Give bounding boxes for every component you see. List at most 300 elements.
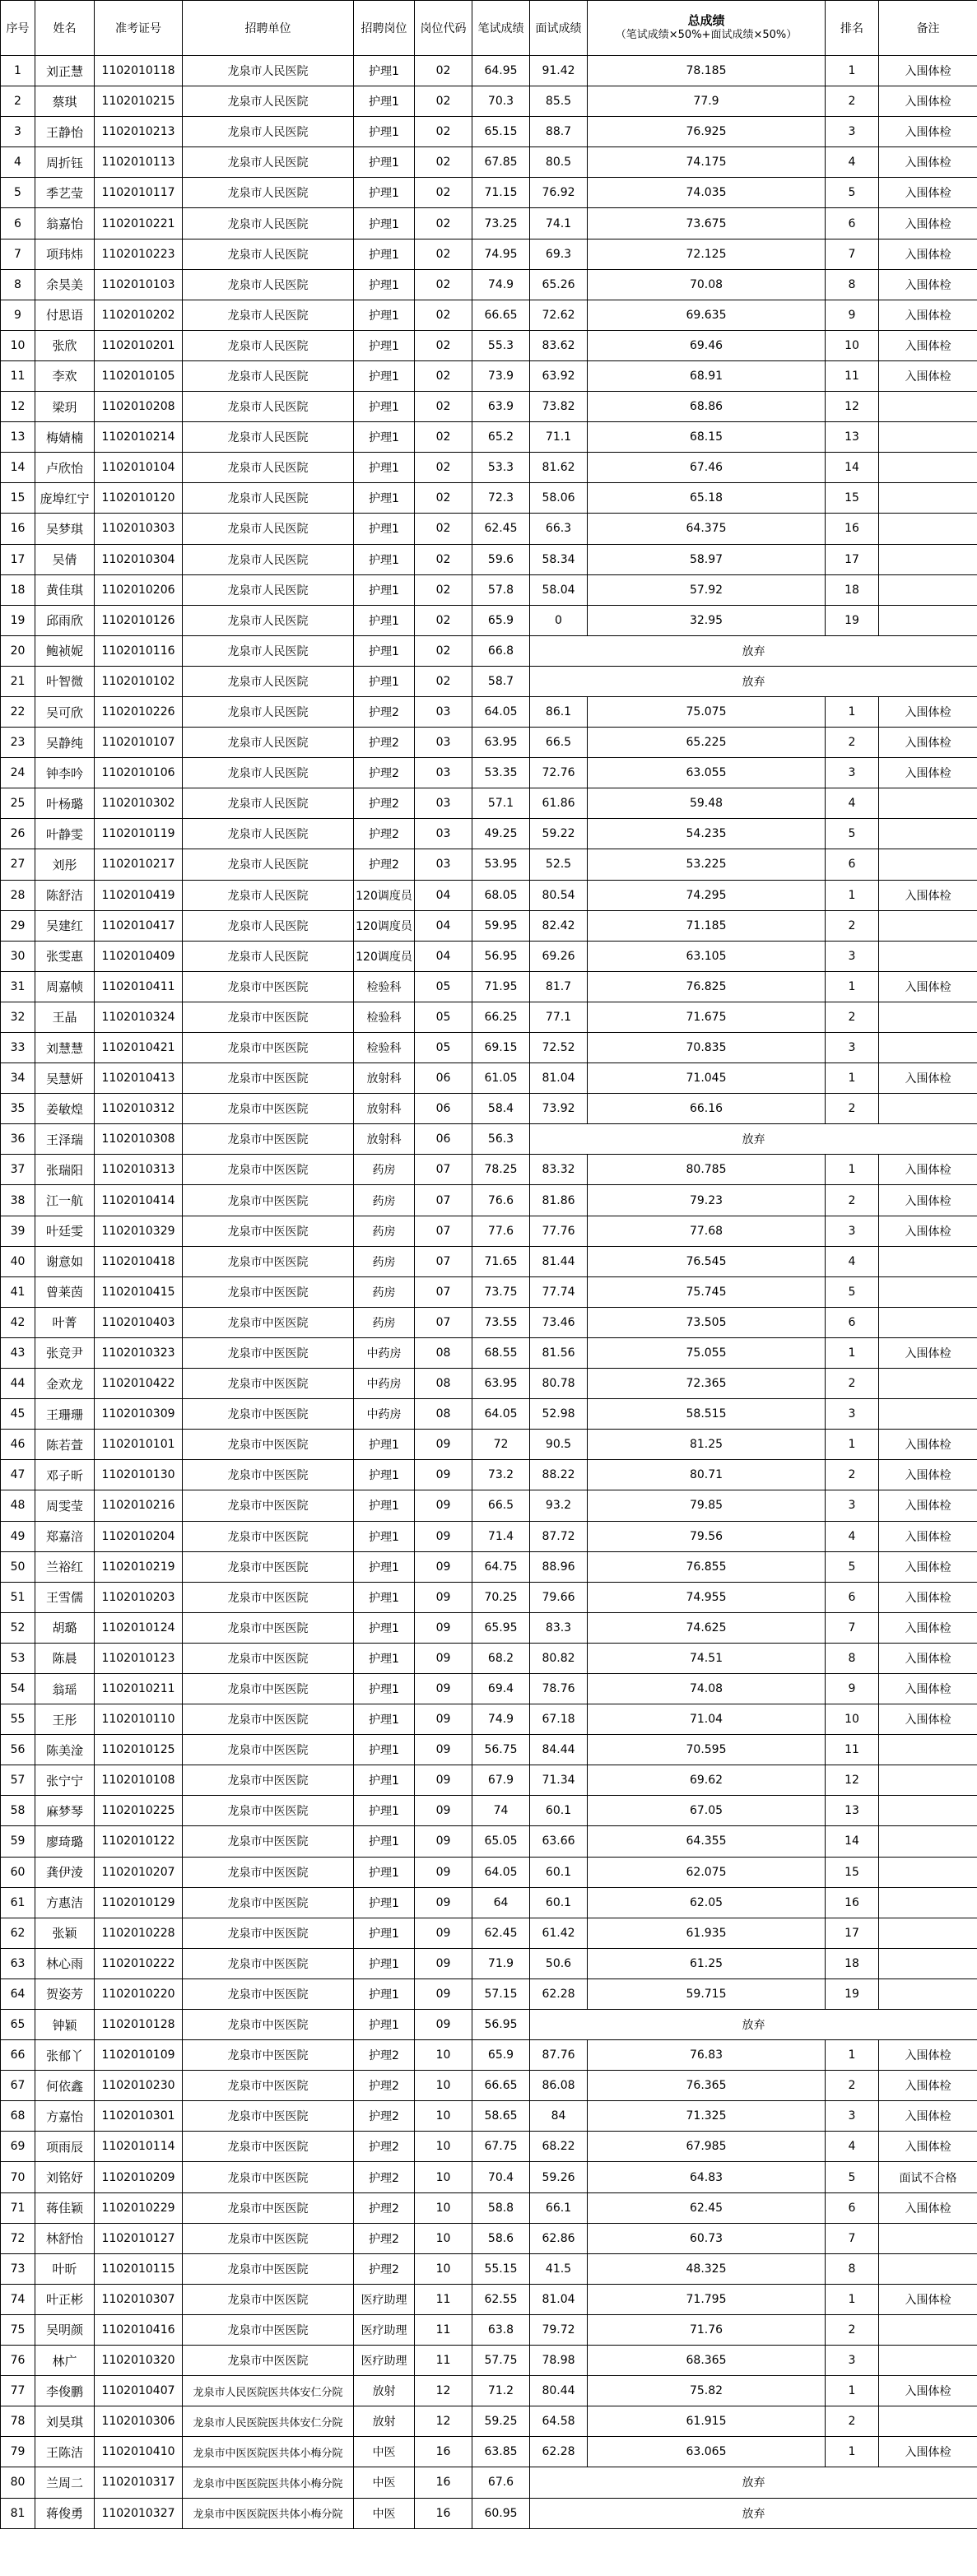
unit-cell: 龙泉市中医医院 <box>183 1643 354 1673</box>
remark-cell: 入围体检 <box>879 1460 977 1490</box>
interview-cell: 74.1 <box>530 208 588 239</box>
table-row <box>1 1276 977 1307</box>
code-cell: 09 <box>415 1673 472 1704</box>
seq-cell: 59 <box>1 1826 35 1857</box>
table-row <box>1 1216 977 1246</box>
remark-cell: 入围体检 <box>879 1704 977 1735</box>
ticket-cell: 1102010115 <box>95 2253 183 2284</box>
unit-cell: 龙泉市人民医院 <box>183 666 354 696</box>
ticket-cell: 1102010307 <box>95 2284 183 2314</box>
abandon-cell: 放弃 <box>530 2010 977 2040</box>
name-cell: 周折钰 <box>35 147 95 178</box>
name-cell: 王静怡 <box>35 117 95 147</box>
table-row <box>1 208 977 239</box>
seq-cell: 50 <box>1 1551 35 1582</box>
rank-cell: 2 <box>826 1094 879 1124</box>
interview-cell: 73.46 <box>530 1307 588 1337</box>
total-cell: 71.76 <box>588 2314 826 2345</box>
post-cell: 护理2 <box>354 849 415 880</box>
unit-cell: 龙泉市人民医院 <box>183 758 354 788</box>
table-row <box>1 728 977 758</box>
table-row <box>1 819 977 849</box>
total-cell: 77.9 <box>588 86 826 117</box>
post-cell: 中医 <box>354 2498 415 2528</box>
unit-cell: 龙泉市中医医院 <box>183 1307 354 1337</box>
seq-cell: 56 <box>1 1735 35 1765</box>
written-cell: 73.2 <box>472 1460 530 1490</box>
unit-cell: 龙泉市中医医院 <box>183 2132 354 2162</box>
ticket-cell: 1102010209 <box>95 2162 183 2192</box>
total-cell: 48.325 <box>588 2253 826 2284</box>
interview-cell: 84.44 <box>530 1735 588 1765</box>
code-cell: 09 <box>415 1490 472 1521</box>
table-row <box>1 1643 977 1673</box>
rank-cell: 18 <box>826 574 879 605</box>
rank-cell: 9 <box>826 1673 879 1704</box>
interview-cell: 90.5 <box>530 1430 588 1460</box>
ticket-cell: 1102010211 <box>95 1673 183 1704</box>
ticket-cell: 1102010225 <box>95 1796 183 1826</box>
unit-cell: 龙泉市中医医院医共体小梅分院 <box>183 2437 354 2467</box>
total-cell: 71.185 <box>588 910 826 941</box>
rank-cell: 2 <box>826 1460 879 1490</box>
post-cell: 护理1 <box>354 1978 415 2009</box>
total-cell: 69.635 <box>588 300 826 330</box>
code-cell: 09 <box>415 1643 472 1673</box>
post-cell: 中医 <box>354 2467 415 2498</box>
table-row <box>1 1307 977 1337</box>
post-cell: 药房 <box>354 1276 415 1307</box>
total-cell: 59.48 <box>588 788 826 819</box>
written-cell: 69.4 <box>472 1673 530 1704</box>
remark-cell <box>879 1948 977 1978</box>
written-cell: 65.15 <box>472 117 530 147</box>
header-name: 姓名 <box>35 1 95 56</box>
remark-cell: 入围体检 <box>879 360 977 391</box>
code-cell: 10 <box>415 2040 472 2071</box>
written-cell: 73.25 <box>472 208 530 239</box>
remark-cell: 入围体检 <box>879 1185 977 1216</box>
post-cell: 药房 <box>354 1246 415 1276</box>
total-cell: 75.055 <box>588 1337 826 1368</box>
post-cell: 护理2 <box>354 2040 415 2071</box>
seq-cell: 23 <box>1 728 35 758</box>
total-cell: 69.46 <box>588 330 826 360</box>
seq-cell: 46 <box>1 1430 35 1460</box>
rank-cell: 12 <box>826 392 879 422</box>
table-row <box>1 1063 977 1094</box>
table-row <box>1 1185 977 1216</box>
unit-cell: 龙泉市中医医院 <box>183 1735 354 1765</box>
unit-cell: 龙泉市人民医院 <box>183 86 354 117</box>
ticket-cell: 1102010419 <box>95 880 183 910</box>
unit-cell: 龙泉市中医医院 <box>183 2346 354 2376</box>
unit-cell: 龙泉市人民医院 <box>183 635 354 666</box>
code-cell: 03 <box>415 696 472 727</box>
unit-cell: 龙泉市中医医院 <box>183 971 354 1002</box>
written-cell: 63.95 <box>472 728 530 758</box>
remark-cell <box>879 453 977 483</box>
table-row <box>1 2253 977 2284</box>
ticket-cell: 1102010228 <box>95 1918 183 1948</box>
written-cell: 64 <box>472 1887 530 1918</box>
rank-cell: 5 <box>826 819 879 849</box>
seq-cell: 27 <box>1 849 35 880</box>
total-cell: 61.25 <box>588 1948 826 1978</box>
written-cell: 62.45 <box>472 1918 530 1948</box>
seq-cell: 28 <box>1 880 35 910</box>
unit-cell: 龙泉市人民医院 <box>183 788 354 819</box>
ticket-cell: 1102010203 <box>95 1582 183 1612</box>
seq-cell: 37 <box>1 1155 35 1185</box>
remark-cell <box>879 1094 977 1124</box>
post-cell: 药房 <box>354 1307 415 1337</box>
remark-cell <box>879 1033 977 1063</box>
name-cell: 季艺莹 <box>35 178 95 208</box>
ticket-cell: 1102010229 <box>95 2192 183 2223</box>
seq-cell: 15 <box>1 483 35 514</box>
name-cell: 邱雨欣 <box>35 605 95 635</box>
seq-cell: 70 <box>1 2162 35 2192</box>
written-cell: 57.1 <box>472 788 530 819</box>
code-cell: 05 <box>415 971 472 1002</box>
unit-cell: 龙泉市中医医院 <box>183 2040 354 2071</box>
header-total-formula: （笔试成绩×50%+面试成绩×50%） <box>615 29 798 41</box>
remark-cell: 入围体检 <box>879 1582 977 1612</box>
table-row <box>1 849 977 880</box>
interview-cell: 60.1 <box>530 1887 588 1918</box>
interview-cell: 80.5 <box>530 147 588 178</box>
name-cell: 周雯莹 <box>35 1490 95 1521</box>
unit-cell: 龙泉市人民医院 <box>183 696 354 727</box>
interview-cell: 76.92 <box>530 178 588 208</box>
rank-cell: 6 <box>826 2192 879 2223</box>
code-cell: 11 <box>415 2314 472 2345</box>
ticket-cell: 1102010320 <box>95 2346 183 2376</box>
interview-cell: 72.52 <box>530 1033 588 1063</box>
written-cell: 68.05 <box>472 880 530 910</box>
code-cell: 09 <box>415 1612 472 1643</box>
remark-cell: 入围体检 <box>879 1430 977 1460</box>
post-cell: 护理1 <box>354 360 415 391</box>
seq-cell: 68 <box>1 2101 35 2132</box>
table-row <box>1 788 977 819</box>
code-cell: 02 <box>415 514 472 544</box>
total-cell: 76.545 <box>588 1246 826 1276</box>
code-cell: 09 <box>415 1796 472 1826</box>
seq-cell: 26 <box>1 819 35 849</box>
code-cell: 06 <box>415 1063 472 1094</box>
ticket-cell: 1102010411 <box>95 971 183 1002</box>
remark-cell <box>879 910 977 941</box>
code-cell: 02 <box>415 300 472 330</box>
abandon-cell: 放弃 <box>530 1124 977 1155</box>
unit-cell: 龙泉市中医医院 <box>183 1430 354 1460</box>
code-cell: 12 <box>415 2406 472 2437</box>
rank-cell: 1 <box>826 2040 879 2071</box>
rank-cell: 2 <box>826 910 879 941</box>
unit-cell: 龙泉市中医医院 <box>183 1918 354 1948</box>
rank-cell: 6 <box>826 208 879 239</box>
post-cell: 护理1 <box>354 2010 415 2040</box>
interview-cell: 82.42 <box>530 910 588 941</box>
ticket-cell: 1102010126 <box>95 605 183 635</box>
unit-cell: 龙泉市中医医院 <box>183 1063 354 1094</box>
seq-cell: 78 <box>1 2406 35 2437</box>
seq-cell: 64 <box>1 1978 35 2009</box>
table-row <box>1 880 977 910</box>
interview-cell: 60.1 <box>530 1796 588 1826</box>
code-cell: 10 <box>415 2132 472 2162</box>
rank-cell: 8 <box>826 269 879 300</box>
code-cell: 09 <box>415 1948 472 1978</box>
ticket-cell: 1102010323 <box>95 1337 183 1368</box>
seq-cell: 54 <box>1 1673 35 1704</box>
seq-cell: 74 <box>1 2284 35 2314</box>
ticket-cell: 1102010201 <box>95 330 183 360</box>
interview-cell: 63.92 <box>530 360 588 391</box>
ticket-cell: 1102010309 <box>95 1399 183 1430</box>
name-cell: 吴明颜 <box>35 2314 95 2345</box>
post-cell: 护理2 <box>354 2162 415 2192</box>
unit-cell: 龙泉市人民医院医共体安仁分院 <box>183 2376 354 2406</box>
total-cell: 70.835 <box>588 1033 826 1063</box>
unit-cell: 龙泉市中医医院 <box>183 1033 354 1063</box>
post-cell: 护理2 <box>354 2223 415 2253</box>
name-cell: 陈美淦 <box>35 1735 95 1765</box>
interview-cell: 62.86 <box>530 2223 588 2253</box>
table-row <box>1 269 977 300</box>
unit-cell: 龙泉市中医医院 <box>183 2192 354 2223</box>
ticket-cell: 1102010308 <box>95 1124 183 1155</box>
total-cell: 53.225 <box>588 849 826 880</box>
post-cell: 检验科 <box>354 1033 415 1063</box>
written-cell: 59.6 <box>472 544 530 574</box>
post-cell: 放射科 <box>354 1094 415 1124</box>
name-cell: 陈若萱 <box>35 1430 95 1460</box>
header-written: 笔试成绩 <box>472 1 530 56</box>
rank-cell: 5 <box>826 2162 879 2192</box>
seq-cell: 34 <box>1 1063 35 1094</box>
interview-cell: 78.98 <box>530 2346 588 2376</box>
total-cell: 71.795 <box>588 2284 826 2314</box>
name-cell: 胡璐 <box>35 1612 95 1643</box>
written-cell: 64.75 <box>472 1551 530 1582</box>
rank-cell: 2 <box>826 2314 879 2345</box>
code-cell: 12 <box>415 2376 472 2406</box>
seq-cell: 7 <box>1 239 35 269</box>
total-cell: 76.855 <box>588 1551 826 1582</box>
post-cell: 护理1 <box>354 1490 415 1521</box>
code-cell: 09 <box>415 1918 472 1948</box>
seq-cell: 69 <box>1 2132 35 2162</box>
name-cell: 叶杨璐 <box>35 788 95 819</box>
unit-cell: 龙泉市中医医院 <box>183 1216 354 1246</box>
written-cell: 56.75 <box>472 1735 530 1765</box>
rank-cell: 7 <box>826 1612 879 1643</box>
unit-cell: 龙泉市人民医院 <box>183 574 354 605</box>
ticket-cell: 1102010215 <box>95 86 183 117</box>
code-cell: 09 <box>415 1460 472 1490</box>
unit-cell: 龙泉市人民医院 <box>183 514 354 544</box>
interview-cell: 81.04 <box>530 1063 588 1094</box>
written-cell: 74 <box>472 1796 530 1826</box>
remark-cell: 入围体检 <box>879 330 977 360</box>
rank-cell: 3 <box>826 758 879 788</box>
ticket-cell: 1102010226 <box>95 696 183 727</box>
unit-cell: 龙泉市中医医院 <box>183 1337 354 1368</box>
remark-cell: 入围体检 <box>879 758 977 788</box>
remark-cell: 入围体检 <box>879 86 977 117</box>
written-cell: 77.6 <box>472 1216 530 1246</box>
seq-cell: 45 <box>1 1399 35 1430</box>
name-cell: 王珊珊 <box>35 1399 95 1430</box>
remark-cell <box>879 1399 977 1430</box>
ticket-cell: 1102010327 <box>95 2498 183 2528</box>
seq-cell: 75 <box>1 2314 35 2345</box>
name-cell: 张欣 <box>35 330 95 360</box>
table-row <box>1 117 977 147</box>
rank-cell: 3 <box>826 2346 879 2376</box>
name-cell: 林心雨 <box>35 1948 95 1978</box>
name-cell: 邓子昕 <box>35 1460 95 1490</box>
ticket-cell: 1102010109 <box>95 2040 183 2071</box>
remark-cell: 入围体检 <box>879 728 977 758</box>
name-cell: 翁瑶 <box>35 1673 95 1704</box>
table-row <box>1 2101 977 2132</box>
total-cell: 72.125 <box>588 239 826 269</box>
abandon-cell: 放弃 <box>530 666 977 696</box>
name-cell: 鲍祯妮 <box>35 635 95 666</box>
ticket-cell: 1102010127 <box>95 2223 183 2253</box>
code-cell: 02 <box>415 117 472 147</box>
seq-cell: 19 <box>1 605 35 635</box>
total-cell: 74.51 <box>588 1643 826 1673</box>
post-cell: 护理1 <box>354 1582 415 1612</box>
seq-cell: 17 <box>1 544 35 574</box>
name-cell: 项玮炜 <box>35 239 95 269</box>
rank-cell: 1 <box>826 56 879 86</box>
seq-cell: 6 <box>1 208 35 239</box>
total-cell: 68.86 <box>588 392 826 422</box>
written-cell: 58.65 <box>472 2101 530 2132</box>
seq-cell: 21 <box>1 666 35 696</box>
table-row <box>1 666 977 696</box>
table-row <box>1 1826 977 1857</box>
remark-cell <box>879 788 977 819</box>
interview-cell: 93.2 <box>530 1490 588 1521</box>
name-cell: 余昊美 <box>35 269 95 300</box>
code-cell: 09 <box>415 1887 472 1918</box>
code-cell: 06 <box>415 1124 472 1155</box>
code-cell: 05 <box>415 1002 472 1032</box>
remark-cell: 入围体检 <box>879 1643 977 1673</box>
total-cell: 67.985 <box>588 2132 826 2162</box>
code-cell: 05 <box>415 1033 472 1063</box>
seq-cell: 5 <box>1 178 35 208</box>
remark-cell <box>879 1735 977 1765</box>
remark-cell <box>879 1887 977 1918</box>
table-row <box>1 1399 977 1430</box>
post-cell: 医疗助理 <box>354 2346 415 2376</box>
written-cell: 64.95 <box>472 56 530 86</box>
name-cell: 廖琦璐 <box>35 1826 95 1857</box>
code-cell: 11 <box>415 2346 472 2376</box>
rank-cell: 19 <box>826 605 879 635</box>
seq-cell: 47 <box>1 1460 35 1490</box>
name-cell: 方嘉怡 <box>35 2101 95 2132</box>
total-cell: 63.105 <box>588 941 826 971</box>
ticket-cell: 1102010403 <box>95 1307 183 1337</box>
written-cell: 64.05 <box>472 696 530 727</box>
interview-cell: 78.76 <box>530 1673 588 1704</box>
total-cell: 74.175 <box>588 147 826 178</box>
name-cell: 方惠洁 <box>35 1887 95 1918</box>
ticket-cell: 1102010214 <box>95 422 183 453</box>
name-cell: 梁玥 <box>35 392 95 422</box>
code-cell: 02 <box>415 666 472 696</box>
ticket-cell: 1102010304 <box>95 544 183 574</box>
ticket-cell: 1102010317 <box>95 2467 183 2498</box>
post-cell: 护理1 <box>354 392 415 422</box>
code-cell: 10 <box>415 2071 472 2101</box>
written-cell: 68.55 <box>472 1337 530 1368</box>
ticket-cell: 1102010217 <box>95 849 183 880</box>
written-cell: 65.05 <box>472 1826 530 1857</box>
rank-cell: 7 <box>826 239 879 269</box>
code-cell: 03 <box>415 819 472 849</box>
unit-cell: 龙泉市中医医院 <box>183 1978 354 2009</box>
code-cell: 08 <box>415 1399 472 1430</box>
table-row <box>1 2376 977 2406</box>
unit-cell: 龙泉市人民医院 <box>183 208 354 239</box>
rank-cell: 1 <box>826 880 879 910</box>
unit-cell: 龙泉市人民医院 <box>183 56 354 86</box>
post-cell: 护理1 <box>354 86 415 117</box>
interview-cell: 61.86 <box>530 788 588 819</box>
ticket-cell: 1102010116 <box>95 635 183 666</box>
code-cell: 03 <box>415 788 472 819</box>
unit-cell: 龙泉市中医医院 <box>183 1002 354 1032</box>
written-cell: 67.9 <box>472 1765 530 1796</box>
post-cell: 护理1 <box>354 1612 415 1643</box>
name-cell: 陈舒洁 <box>35 880 95 910</box>
table-row <box>1 2467 977 2498</box>
table-row <box>1 1002 977 1032</box>
rank-cell: 8 <box>826 2253 879 2284</box>
written-cell: 49.25 <box>472 819 530 849</box>
written-cell: 64.05 <box>472 1399 530 1430</box>
total-cell: 71.675 <box>588 1002 826 1032</box>
name-cell: 蒋佳颖 <box>35 2192 95 2223</box>
table-row <box>1 758 977 788</box>
unit-cell: 龙泉市中医医院 <box>183 1521 354 1551</box>
interview-cell: 58.06 <box>530 483 588 514</box>
written-cell: 63.85 <box>472 2437 530 2467</box>
written-cell: 67.75 <box>472 2132 530 2162</box>
total-cell: 68.15 <box>588 422 826 453</box>
rank-cell: 1 <box>826 1430 879 1460</box>
unit-cell: 龙泉市人民医院 <box>183 392 354 422</box>
remark-cell: 入围体检 <box>879 1337 977 1368</box>
name-cell: 吴静纯 <box>35 728 95 758</box>
ticket-cell: 1102010118 <box>95 56 183 86</box>
interview-cell: 41.5 <box>530 2253 588 2284</box>
seq-cell: 65 <box>1 2010 35 2040</box>
seq-cell: 76 <box>1 2346 35 2376</box>
seq-cell: 22 <box>1 696 35 727</box>
name-cell: 陈晨 <box>35 1643 95 1673</box>
